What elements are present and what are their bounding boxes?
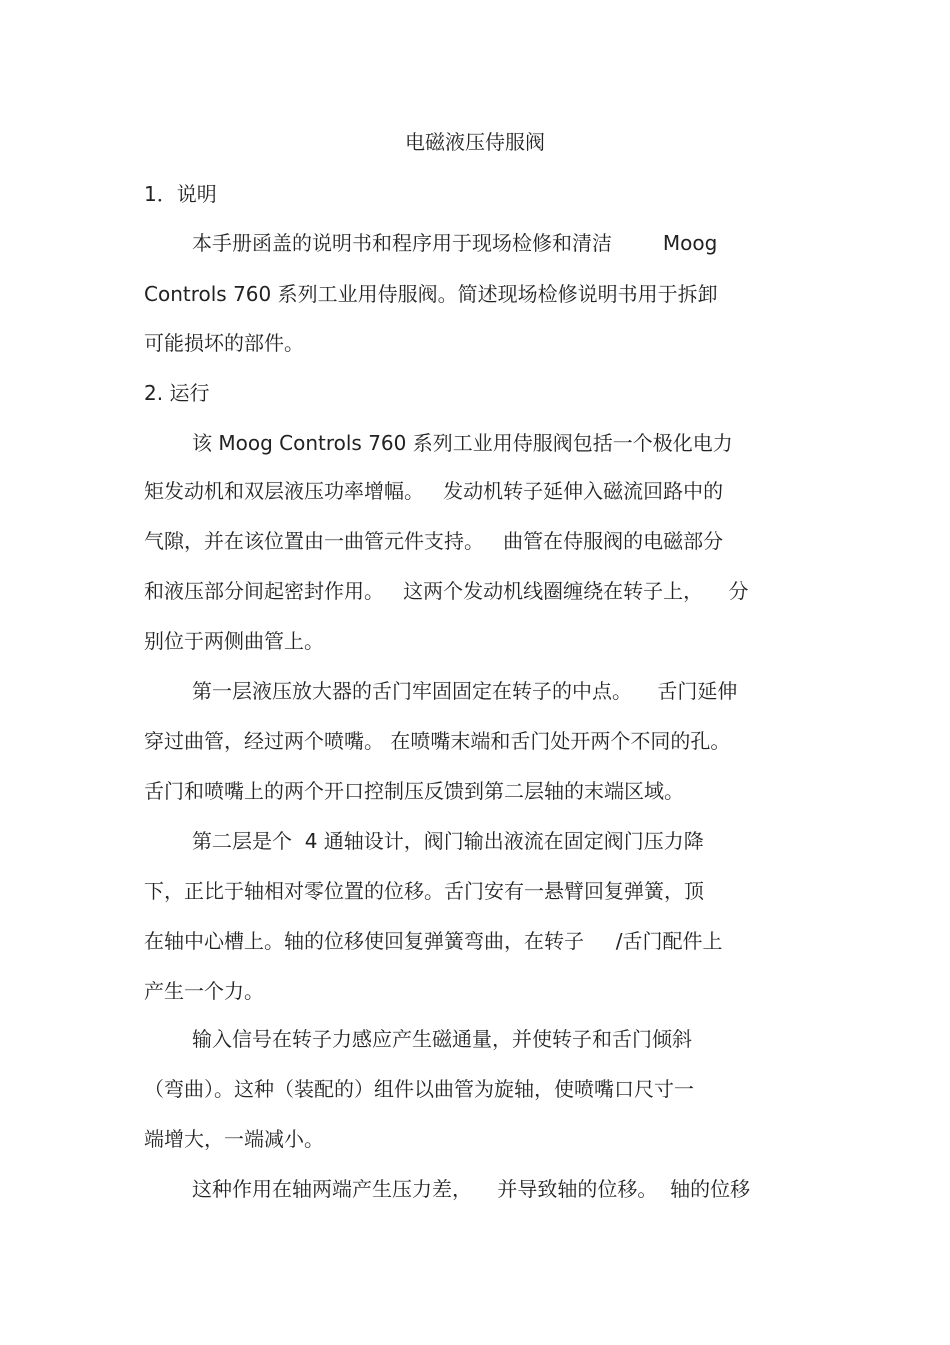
section-2-p1-line-1: 该 Moog Controls 760 系列工业用侍服阀包括一个极化电力 — [192, 431, 733, 455]
section-2-p3-line-1: 第二层是个 4 通轴设计，阀门输出液流在固定阀门压力降 — [192, 829, 704, 853]
section-2-heading: 2. 运行 — [144, 381, 210, 405]
section-1-line-3: 可能损坏的部件。 — [144, 331, 304, 355]
section-2-p1-line-4: 和液压部分间起密封作用。 这两个发动机线圈缠绕在转子上， 分 — [144, 579, 749, 603]
section-2-p5-line-1: 这种作用在轴两端产生压力差， 并导致轴的位移。 轴的位移 — [192, 1177, 751, 1201]
section-1-line-1: 本手册函盖的说明书和程序用于现场检修和清洁 Moog — [192, 231, 718, 255]
section-2-p4-line-1: 输入信号在转子力感应产生磁通量，并使转子和舌门倾斜 — [192, 1027, 692, 1051]
section-2-p2-line-3: 舌门和喷嘴上的两个开口控制压反馈到第二层轴的末端区域。 — [144, 779, 684, 803]
section-2-p1-line-3: 气隙，并在该位置由一曲管元件支持。 曲管在侍服阀的电磁部分 — [144, 529, 724, 553]
section-2-p4-line-2: （弯曲）。这种（装配的）组件以曲管为旋轴，使喷嘴口尺寸一 — [144, 1077, 694, 1101]
section-1-heading: 1．说明 — [144, 182, 217, 206]
section-2-p1-line-2: 矩发动机和双层液压功率增幅。 发动机转子延伸入磁流回路中的 — [144, 479, 724, 503]
section-2-p3-line-2: 下，正比于轴相对零位置的位移。舌门安有一悬臂回复弹簧，顶 — [144, 879, 704, 903]
section-2-p4-line-3: 端增大，一端减小。 — [144, 1127, 324, 1151]
document-title: 电磁液压侍服阀 — [405, 130, 545, 154]
section-2-p1-line-5: 别位于两侧曲管上。 — [144, 629, 324, 653]
section-2-p3-line-4: 产生一个力。 — [144, 979, 264, 1003]
section-2-p2-line-2: 穿过曲管，经过两个喷嘴。 在喷嘴末端和舌门处开两个不同的孔。 — [144, 729, 731, 753]
section-2-p2-line-1: 第一层液压放大器的舌门牢固固定在转子的中点。 舌门延伸 — [192, 679, 738, 703]
section-1-line-2: Controls 760 系列工业用侍服阀。简述现场检修说明书用于拆卸 — [144, 282, 718, 306]
section-2-p3-line-3: 在轴中心槽上。轴的位移使回复弹簧弯曲，在转子 /舌门配件上 — [144, 929, 723, 953]
